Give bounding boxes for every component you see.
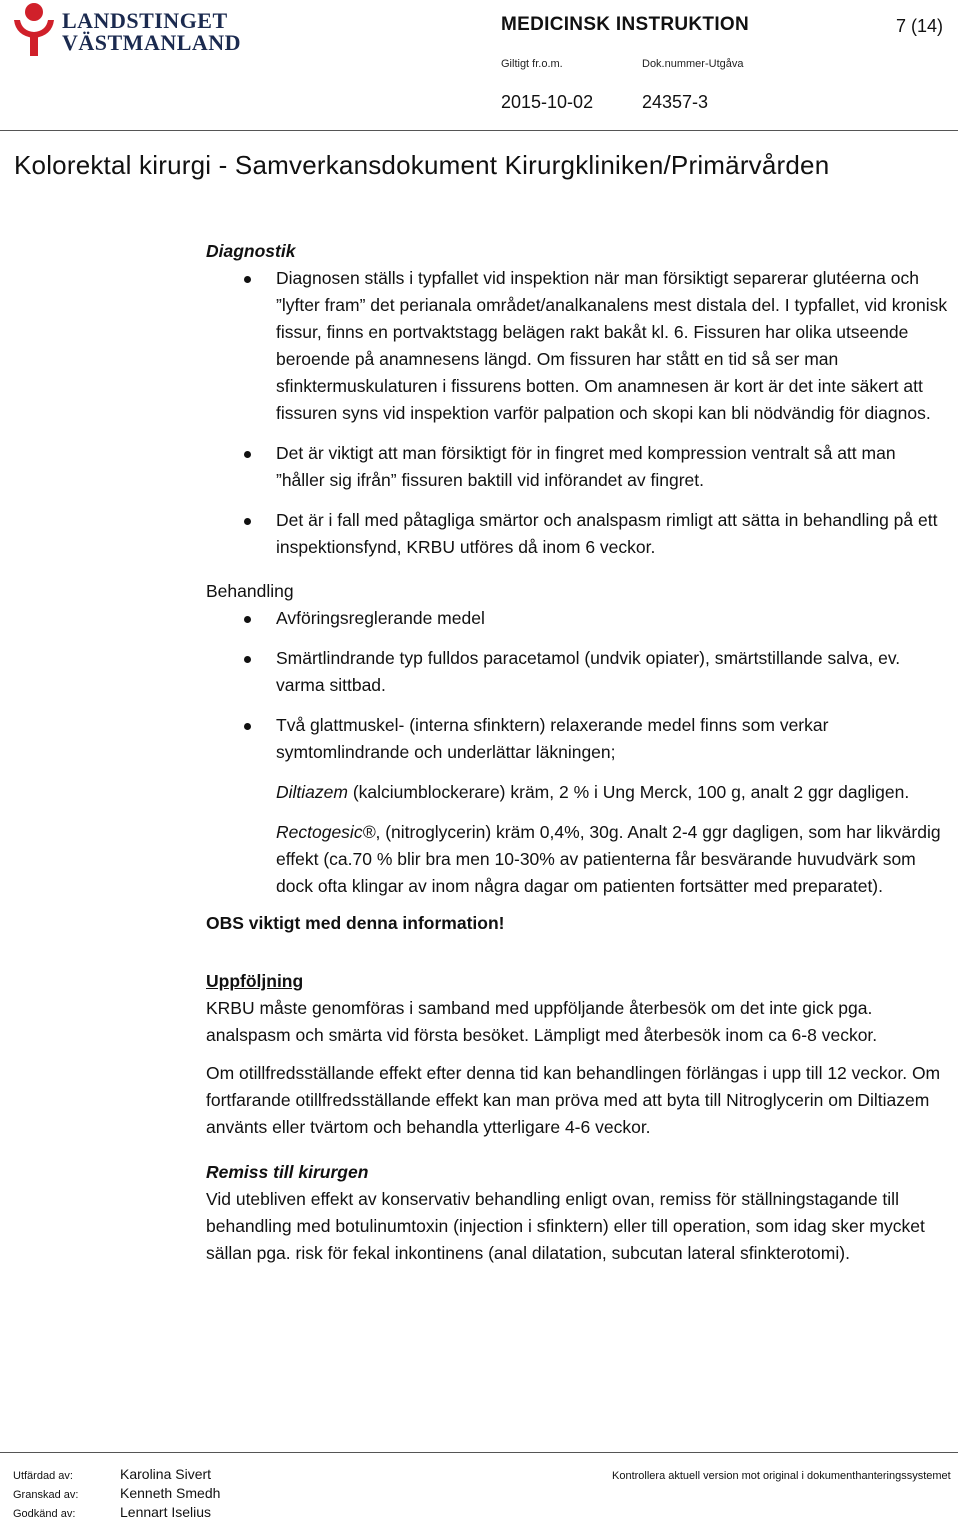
footer-divider: [0, 1452, 958, 1453]
list-item: Det är i fall med påtagliga smärtor och analspasm rimligt att sätta in behandling på ett inspektionsfynd, KRBU utföres då inom 6 veckor.: [206, 507, 948, 561]
issued-by: Karolina Sivert: [120, 1466, 212, 1482]
logo-line-1: LANDSTINGET: [62, 8, 228, 33]
list-item: Diagnosen ställs i typfallet vid inspektion när man försiktigt separerar glutéerna och ”lyfter fram” det perianala området/analkanalens mest distala del. I typfallet, vid kronisk fissur, finns en portvaktstagg belägen rakt bakåt kl. 6. Fissuren har olika utseende beroende på anamnesens längd. Om fissuren har stått en tid så ser man sfinktermuskulaturen i fissurens botten. Om anamnesen är kort är det inte säkert att fissuren syns vid inspektion varför palpation och skopi kan bli nödvändig för diagnos.: [206, 265, 948, 427]
remiss-paragraph: Vid utebliven effekt av konservativ behandling enligt ovan, remiss för ställningstagande till behandling med botulinumtoxin (injection i sfinktern) eller till operation, som idag sker mycket sällan pga. risk för fekal inkontinens (anal dilatation, subcutan lateral sfinkterotomi).: [206, 1189, 925, 1263]
list-item: Två glattmuskel- (interna sfinktern) relaxerande medel finns som verkar symtomlindrande och underlättar läkningen;: [206, 712, 948, 766]
valid-from-date: 2015-10-02: [501, 92, 594, 112]
logo-line-2: VÄSTMANLAND: [62, 30, 242, 55]
doc-number-label: Dok.nummer-Utgåva: [642, 58, 744, 70]
doc-type: MEDICINSK INSTRUKTION: [501, 14, 750, 35]
drug-name: Rectogesic®: [276, 822, 376, 842]
page-number: 7 (14): [896, 16, 944, 36]
uppfoljning-paragraph-2: Om otillfredsställande effekt efter denna tid kan behandlingen förlängas i upp till 12 veckor. Om fortfarande otillfredsställande effekt kan man pröva med att byta till Nitroglycerin om Diltiazem använts eller tvärtom och behandla ytterligare 4-6 veckor.: [206, 1063, 941, 1137]
page-title: Kolorektal kirurgi - Samverkansdokument Kirurgkliniken/Primärvården: [14, 150, 830, 180]
uppfoljning-heading: Uppföljning: [206, 971, 304, 991]
valid-from-label: Giltigt fr.o.m.: [501, 58, 563, 70]
obs-note: OBS viktigt med denna information!: [206, 913, 505, 933]
landstinget-logo: [10, 2, 242, 58]
list-item: Det är viktigt att man försiktigt för in fingret med kompression ventralt så att man ”håller sig ifrån” fissuren baktill vid införandet av fingret.: [206, 440, 948, 494]
version-notice: Kontrollera aktuell version mot original i dokumenthanteringssystemet: [612, 1470, 951, 1482]
approved-by: Lennart Iselius: [120, 1504, 212, 1520]
drug-name: Diltiazem: [276, 782, 348, 802]
drug-diltiazem: [206, 779, 948, 806]
diagnostik-list: [206, 265, 948, 561]
drug-description: , (nitroglycerin) kräm 0,4%, 30g. Analt 2-4 ggr dagligen, som har likvärdig effekt (ca.70 % blir bra men 10-30% av patienterna får besvärande huvudvärk som dock ofta klingar av inom några dagar om patienten fortsätter med preparatet).: [276, 822, 941, 896]
reviewed-label: Granskad av:: [13, 1489, 79, 1501]
document-body: [206, 238, 948, 1267]
approved-label: Godkänd av:: [13, 1508, 76, 1520]
reviewed-by: Kenneth Smedh: [120, 1485, 221, 1501]
drug-description: (kalciumblockerare) kräm, 2 % i Ung Merck, 100 g, analt 2 ggr dagligen.: [347, 782, 910, 802]
doc-number: 24357-3: [642, 92, 709, 112]
diagnostik-heading: Diagnostik: [206, 241, 296, 261]
drug-rectogesic: [206, 819, 948, 900]
uppfoljning-paragraph-1: KRBU måste genomföras i samband med uppföljande återbesök om det inte gick pga. analspasm och smärta vid första besöket. Lämpligt med återbesök inom ca 6-8 veckor.: [206, 998, 878, 1045]
list-item: Smärtlindrande typ fulldos paracetamol (undvik opiater), smärtstillande salva, ev. varma sittbad.: [206, 645, 948, 699]
behandling-heading: Behandling: [206, 581, 294, 601]
behandling-list: [206, 605, 948, 766]
list-item: Avföringsreglerande medel: [206, 605, 948, 632]
logo-figure-icon: [10, 2, 58, 58]
issued-label: Utfärdad av:: [13, 1470, 73, 1482]
header-divider: [0, 130, 958, 131]
remiss-heading: Remiss till kirurgen: [206, 1162, 369, 1182]
